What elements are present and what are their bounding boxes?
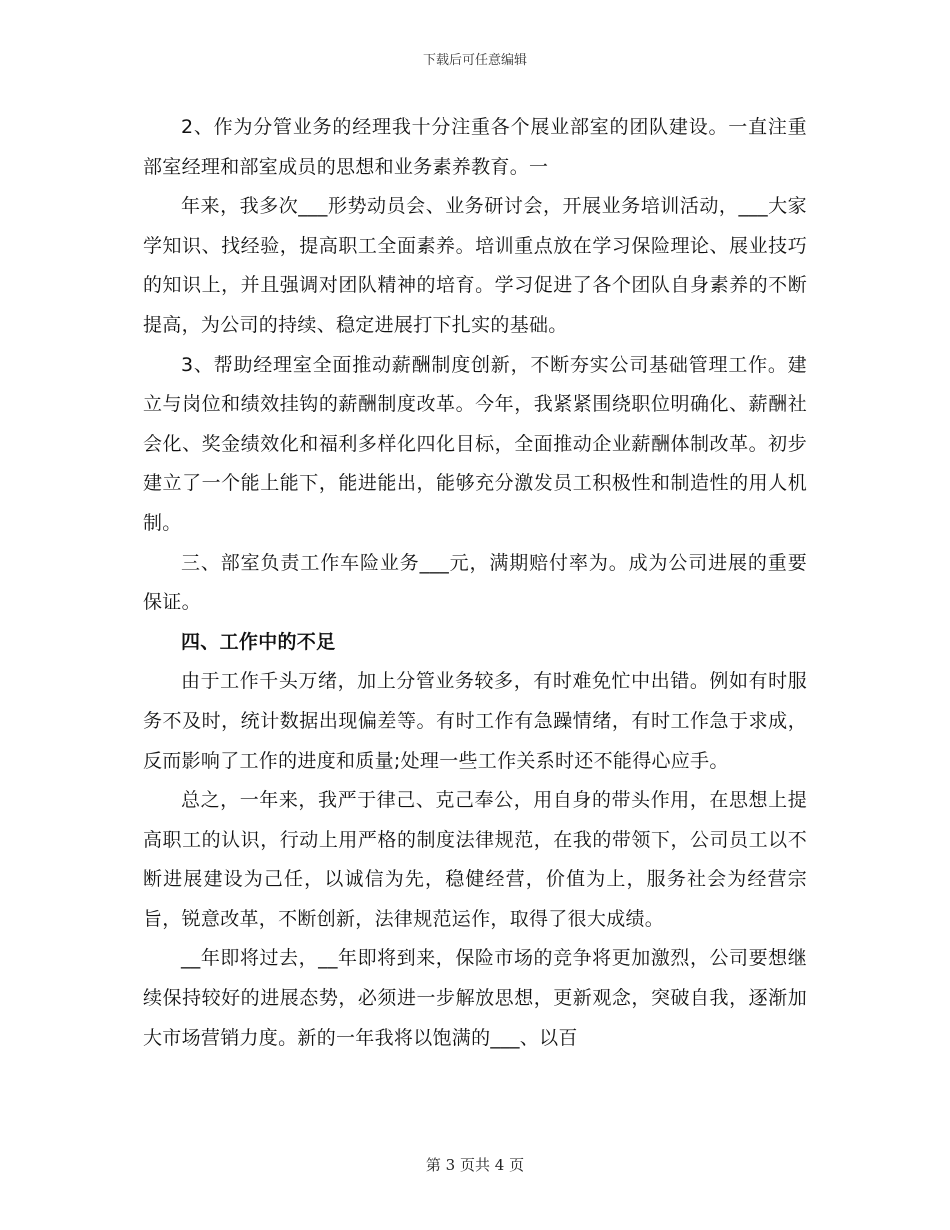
paragraph-team-building: 2、作为分管业务的经理我十分注重各个展业部室的团队建设。一直注重部室经理和部室成员的思想和业务素养教育。一 xyxy=(143,116,807,178)
paragraph-outlook: __年即将过去，__年即将到来，保险市场的竞争将更加激烈，公司要想继续保持较好的进展态势，必须进一步解放思想，更新观念，突破自我，逐渐加大市场营销力度。新的一年我将以饱满的___、以百 xyxy=(143,947,807,1049)
page-header: 下载后可任意编辑 xyxy=(422,53,527,68)
paragraph-training: 年来，我多次___形势动员会、业务研讨会，开展业务培训活动，___大家学知识、找经验，提高职工全面素养。培训重点放在学习保险理论、展业技巧的知识上，并且强调对团队精神的培育。学习促进了各个团队自身素养的不断提高，为公司的持续、稳定进展打下扎实的基础。 xyxy=(143,195,807,336)
section-heading-shortcomings: 四、工作中的不足 xyxy=(181,630,336,653)
paragraph-summary: 总之，一年来，我严于律己、克己奉公，用自身的带头作用，在思想上提高职工的认识，行动上用严格的制度法律规范，在我的带领下，公司员工以不断进展建设为己任，以诚信为先，稳健经营，价值为上，服务社会为经营宗旨，锐意改革，不断创新，法律规范运作，取得了很大成绩。 xyxy=(143,789,807,930)
paragraph-shortcomings: 由于工作千头万绪，加上分管业务较多，有时难免忙中出错。例如有时服务不及时，统计数据出现偏差等。有时工作有急躁情绪，有时工作急于求成，反而影响了工作的进度和质量;处理一些工作关系时还不能得心应手。 xyxy=(143,670,807,772)
page-number: 第 3 页共 4 页 xyxy=(425,1156,525,1174)
paragraph-auto-insurance: 三、部室负责工作车险业务___元，满期赔付率为。成为公司进展的重要保证。 xyxy=(143,551,807,614)
paragraph-salary-reform: 3、帮助经理室全面推动薪酬制度创新，不断夯实公司基础管理工作。建立与岗位和绩效挂钩的薪酬制度改革。今年，我紧紧围绕职位明确化、薪酬社会化、奖金绩效化和福利多样化四化目标，全面推动企业薪酬体制改革。初步建立了一个能上能下，能进能出，能够充分激发员工积极性和制造性的用人机制。 xyxy=(143,353,807,534)
document-body xyxy=(143,108,807,1058)
